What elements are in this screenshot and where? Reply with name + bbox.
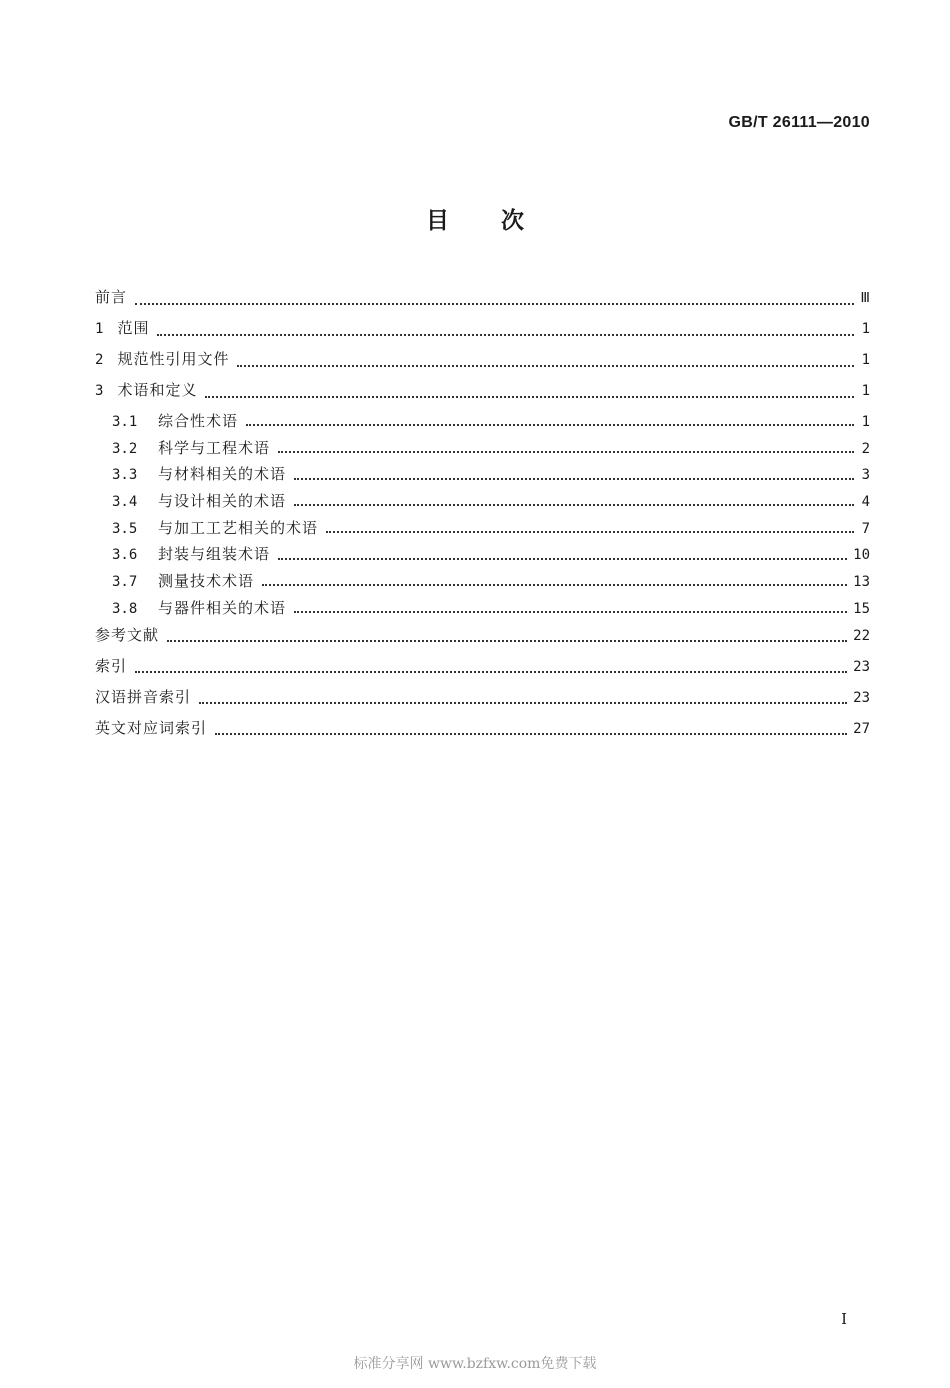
toc-entry-page: 23 [853, 689, 870, 706]
toc-entry-page: 3 [861, 467, 870, 484]
toc-entry-number: 3.2 [112, 440, 138, 457]
toc-entry-pinyin-index[interactable] [95, 684, 870, 715]
toc-entry-page: Ⅲ [860, 290, 870, 306]
toc-entry-3-3[interactable] [95, 461, 870, 488]
toc-entry-3-6[interactable] [95, 541, 870, 568]
toc-entry-label: 综合性术语 [158, 412, 239, 430]
toc-leader-dots [167, 640, 847, 642]
toc-entry-page: 10 [853, 547, 870, 564]
toc-entry-number: 1 [95, 321, 104, 337]
toc-leader-dots [294, 504, 854, 506]
toc-entry-label: 英文对应词索引 [95, 718, 208, 737]
toc-entry-page: 23 [853, 658, 870, 675]
toc-entry-3-5[interactable] [95, 515, 870, 542]
toc-entry-label: 前言 [95, 288, 128, 306]
toc-entry-index[interactable] [95, 653, 870, 684]
toc-entry-label: 封装与组装术语 [158, 545, 271, 564]
toc-entry-label: 与材料相关的术语 [158, 465, 287, 484]
toc-entry-label: 汉语拼音索引 [95, 687, 192, 706]
toc-leader-dots [278, 558, 847, 560]
toc-entry-label: 范围 [117, 319, 150, 337]
toc-entry-english-index[interactable] [95, 715, 870, 746]
toc-entry-number: 3.6 [112, 547, 138, 564]
toc-entry-3-7[interactable] [95, 568, 870, 595]
toc-leader-dots [237, 365, 854, 367]
table-of-contents [95, 284, 870, 746]
toc-entry-label: 规范性引用文件 [117, 350, 230, 368]
page-title-part1: 目 [426, 208, 449, 234]
watermark-text: 标准分享网 www.bzfxw.com免费下载 [353, 1356, 597, 1372]
toc-entry-number: 3.1 [112, 414, 138, 430]
toc-entry-label: 术语和定义 [117, 381, 198, 399]
toc-entry-page: 4 [861, 494, 870, 511]
toc-entry-page: 22 [853, 627, 870, 644]
toc-leader-dots [246, 424, 854, 426]
toc-entry-3-4[interactable] [95, 488, 870, 515]
toc-entry-number: 2 [95, 352, 104, 368]
toc-entry-number: 3.5 [112, 520, 138, 537]
toc-entry-normative-references[interactable] [95, 346, 870, 377]
page-title [0, 202, 950, 235]
toc-entry-page: 7 [861, 520, 870, 537]
toc-entry-number: 3.7 [112, 574, 138, 591]
toc-entry-label: 与设计相关的术语 [158, 492, 287, 511]
toc-entry-number: 3.4 [112, 494, 138, 511]
toc-leader-dots [157, 334, 854, 336]
page-title-part2: 次 [501, 208, 524, 234]
toc-leader-dots [135, 303, 854, 305]
toc-entry-number: 3 [95, 383, 104, 399]
toc-entry-bibliography[interactable] [95, 622, 870, 653]
toc-entry-label: 参考文献 [95, 625, 160, 644]
toc-leader-dots [294, 478, 854, 480]
toc-entry-page: 27 [853, 720, 870, 737]
toc-leader-dots [199, 702, 847, 704]
toc-entry-page: 1 [861, 321, 870, 337]
toc-entry-3-8[interactable] [95, 595, 870, 622]
toc-entry-page: 2 [861, 440, 870, 457]
toc-leader-dots [262, 584, 847, 586]
page-number: I [841, 1310, 847, 1328]
toc-entry-label: 索引 [95, 656, 128, 675]
toc-entry-page: 15 [853, 600, 870, 617]
toc-entry-page: 13 [853, 574, 870, 591]
toc-entry-label: 与器件相关的术语 [158, 598, 287, 617]
toc-entry-foreword[interactable] [95, 284, 870, 315]
toc-entry-terms-definitions[interactable] [95, 377, 870, 408]
toc-leader-dots [205, 396, 854, 398]
toc-entry-scope[interactable] [95, 315, 870, 346]
toc-entry-page: 1 [861, 352, 870, 368]
toc-entry-page: 1 [861, 383, 870, 399]
toc-leader-dots [326, 531, 854, 533]
toc-leader-dots [215, 733, 847, 735]
toc-leader-dots [294, 611, 847, 613]
toc-entry-label: 与加工工艺相关的术语 [158, 518, 319, 537]
standard-code: GB/T 26111—2010 [728, 114, 870, 131]
toc-entry-number: 3.8 [112, 600, 138, 617]
toc-entry-label: 科学与工程术语 [158, 438, 271, 457]
toc-leader-dots [278, 451, 854, 453]
toc-entry-number: 3.3 [112, 467, 138, 484]
toc-entry-3-2[interactable] [95, 435, 870, 462]
toc-entry-label: 测量技术术语 [158, 572, 255, 591]
toc-entry-page: 1 [861, 414, 870, 430]
toc-leader-dots [135, 671, 847, 673]
toc-entry-3-1[interactable] [95, 408, 870, 435]
